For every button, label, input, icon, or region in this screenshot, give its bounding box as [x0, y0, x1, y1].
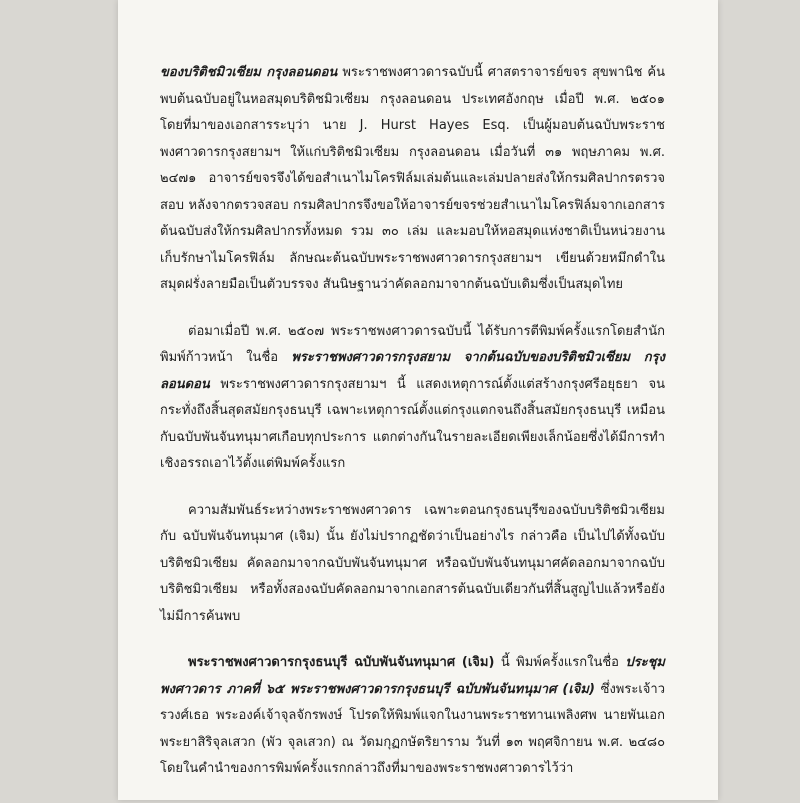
paragraph-2-body: พระราชพงศาวดารกรุงสยามฯ นี้ แสดงเหตุการณ์ตั้งแต่สร้างกรุงศรีอยุธยา จนกระทั่งถึงสิ้นสุดสมัยกรุงธนบุรี เฉพาะเหตุการณ์ตั้งแต่กรุงแตกจนถึงสิ้นสมัยกรุงธนบุรี เหมือนกับฉบับพันจันทนุมาศเกือบทุกประการ แตกต่างกันในรายละเอียดเพียงเล็กน้อยซึ่งได้มีการทำเชิงอรรถเอาไว้ตั้งแต่พิมพ์ครั้งแรก	[160, 376, 665, 471]
paragraph-3: ความสัมพันธ์ระหว่างพระราชพงศาวดาร เฉพาะตอนกรุงธนบุรีของฉบับบริติชมิวเซียม กับ ฉบับพันจันทนุมาศ (เจิม) นั้น ยังไม่ปรากฏชัดว่าเป็นอย่างไร กล่าวคือ เป็นไปได้ทั้งฉบับบริติชมิวเซียม คัดลอกมาจากฉบับพันจันทนุมาศ หรือฉบับพันจันทนุมาศคัดลอกมาจากฉบับบริติชมิวเซียม หรือทั้งสองฉบับคัดลอกมาจากเอกสารต้นฉบับเดียวกันที่สิ้นสูญไปแล้วหรือยังไม่มีการค้นพบ	[160, 502, 665, 624]
paragraph-4-body: ซึ่งพระเจ้าวรวงศ์เธอ พระองค์เจ้าจุลจักรพงษ์ โปรดให้พิมพ์แจกในงานพระราชทานเพลิงศพ นายพันเอก พระยาสิริจุลเสวก (พัว จุลเสวก) ณ วัดมกุฏกษัตริยาราม วันที่ ๑๓ พฤศจิกายน พ.ศ. ๒๔๘๐ โดยในคำนำของการพิมพ์ครั้งแรกกล่าวถึงที่มาของพระราชพงศาวดารไว้ว่า	[160, 681, 665, 776]
paragraph-1-lead: ของบริติชมิวเซียม กรุงลอนดอน	[160, 65, 338, 80]
paragraph-2-intro: ต่อมาเมื่อปี พ.ศ. ๒๕๐๗ พระราชพงศาวดารฉบับนี้ ได้รับการตีพิมพ์ครั้งแรกโดยสำนักพิมพ์ก้าวหน้า ในชื่อ	[160, 323, 665, 365]
paragraph-4-intro: นี้ พิมพ์ครั้งแรกในชื่อ	[494, 655, 626, 670]
paragraph-4-book-title: ประชุมพงศาวดาร ภาคที่ ๖๕ พระราชพงศาวดารกรุงธนบุรี ฉบับพันจันทนุมาศ (เจิม)	[160, 655, 665, 697]
paragraph-2	[160, 319, 665, 478]
paragraph-1	[160, 60, 665, 299]
paragraph-4	[160, 650, 665, 783]
paragraph-1-body: พระราชพงศาวดารฉบับนี้ ศาสตราจารย์ขจร สุขพานิช ค้นพบต้นฉบับอยู่ในหอสมุดบริติชมิวเซียม กรุงลอนดอน ประเทศอังกฤษ เมื่อปี พ.ศ. ๒๕๐๑ โดยที่มาของเอกสารระบุว่า นาย J. Hurst Hayes Esq. เป็นผู้มอบต้นฉบับพระราชพงศาวดารกรุงสยามฯ ให้แก่บริติชมิวเซียม กรุงลอนดอน เมื่อวันที่ ๓๑ พฤษภาคม พ.ศ. ๒๔๗๑ อาจารย์ขจรจึงได้ขอสำเนาไมโครฟิล์มเล่มต้นและเล่มปลายส่งให้กรมศิลปากรตรวจสอบ หลังจากตรวจสอบ กรมศิลปากรจึงขอให้อาจารย์ขจรช่วยสำเนาไมโครฟิล์มจากเอกสารต้นฉบับส่งให้กรมศิลปากรทั้งหมด รวม ๓๐ เล่ม และมอบให้หอสมุดแห่งชาติเป็นหน่วยงานเก็บรักษาไมโครฟิล์ม ลักษณะต้นฉบับพระราชพงศาวดารกรุงสยามฯ เขียนด้วยหมึกดำในสมุดฝรั่งลายมือเป็นตัวบรรจง สันนิษฐานว่าคัดลอกมาจากต้นฉบับเดิมซึ่งเป็นสมุดไทย	[160, 65, 666, 292]
page-text	[160, 60, 665, 803]
paragraph-4-lead: พระราชพงศาวดารกรุงธนบุรี ฉบับพันจันทนุมาศ (เจิม)	[188, 655, 495, 670]
paragraph-2-book-title: พระราชพงศาวดารกรุงสยาม จากต้นฉบับของบริติชมิวเซียม กรุงลอนดอน	[160, 350, 665, 392]
